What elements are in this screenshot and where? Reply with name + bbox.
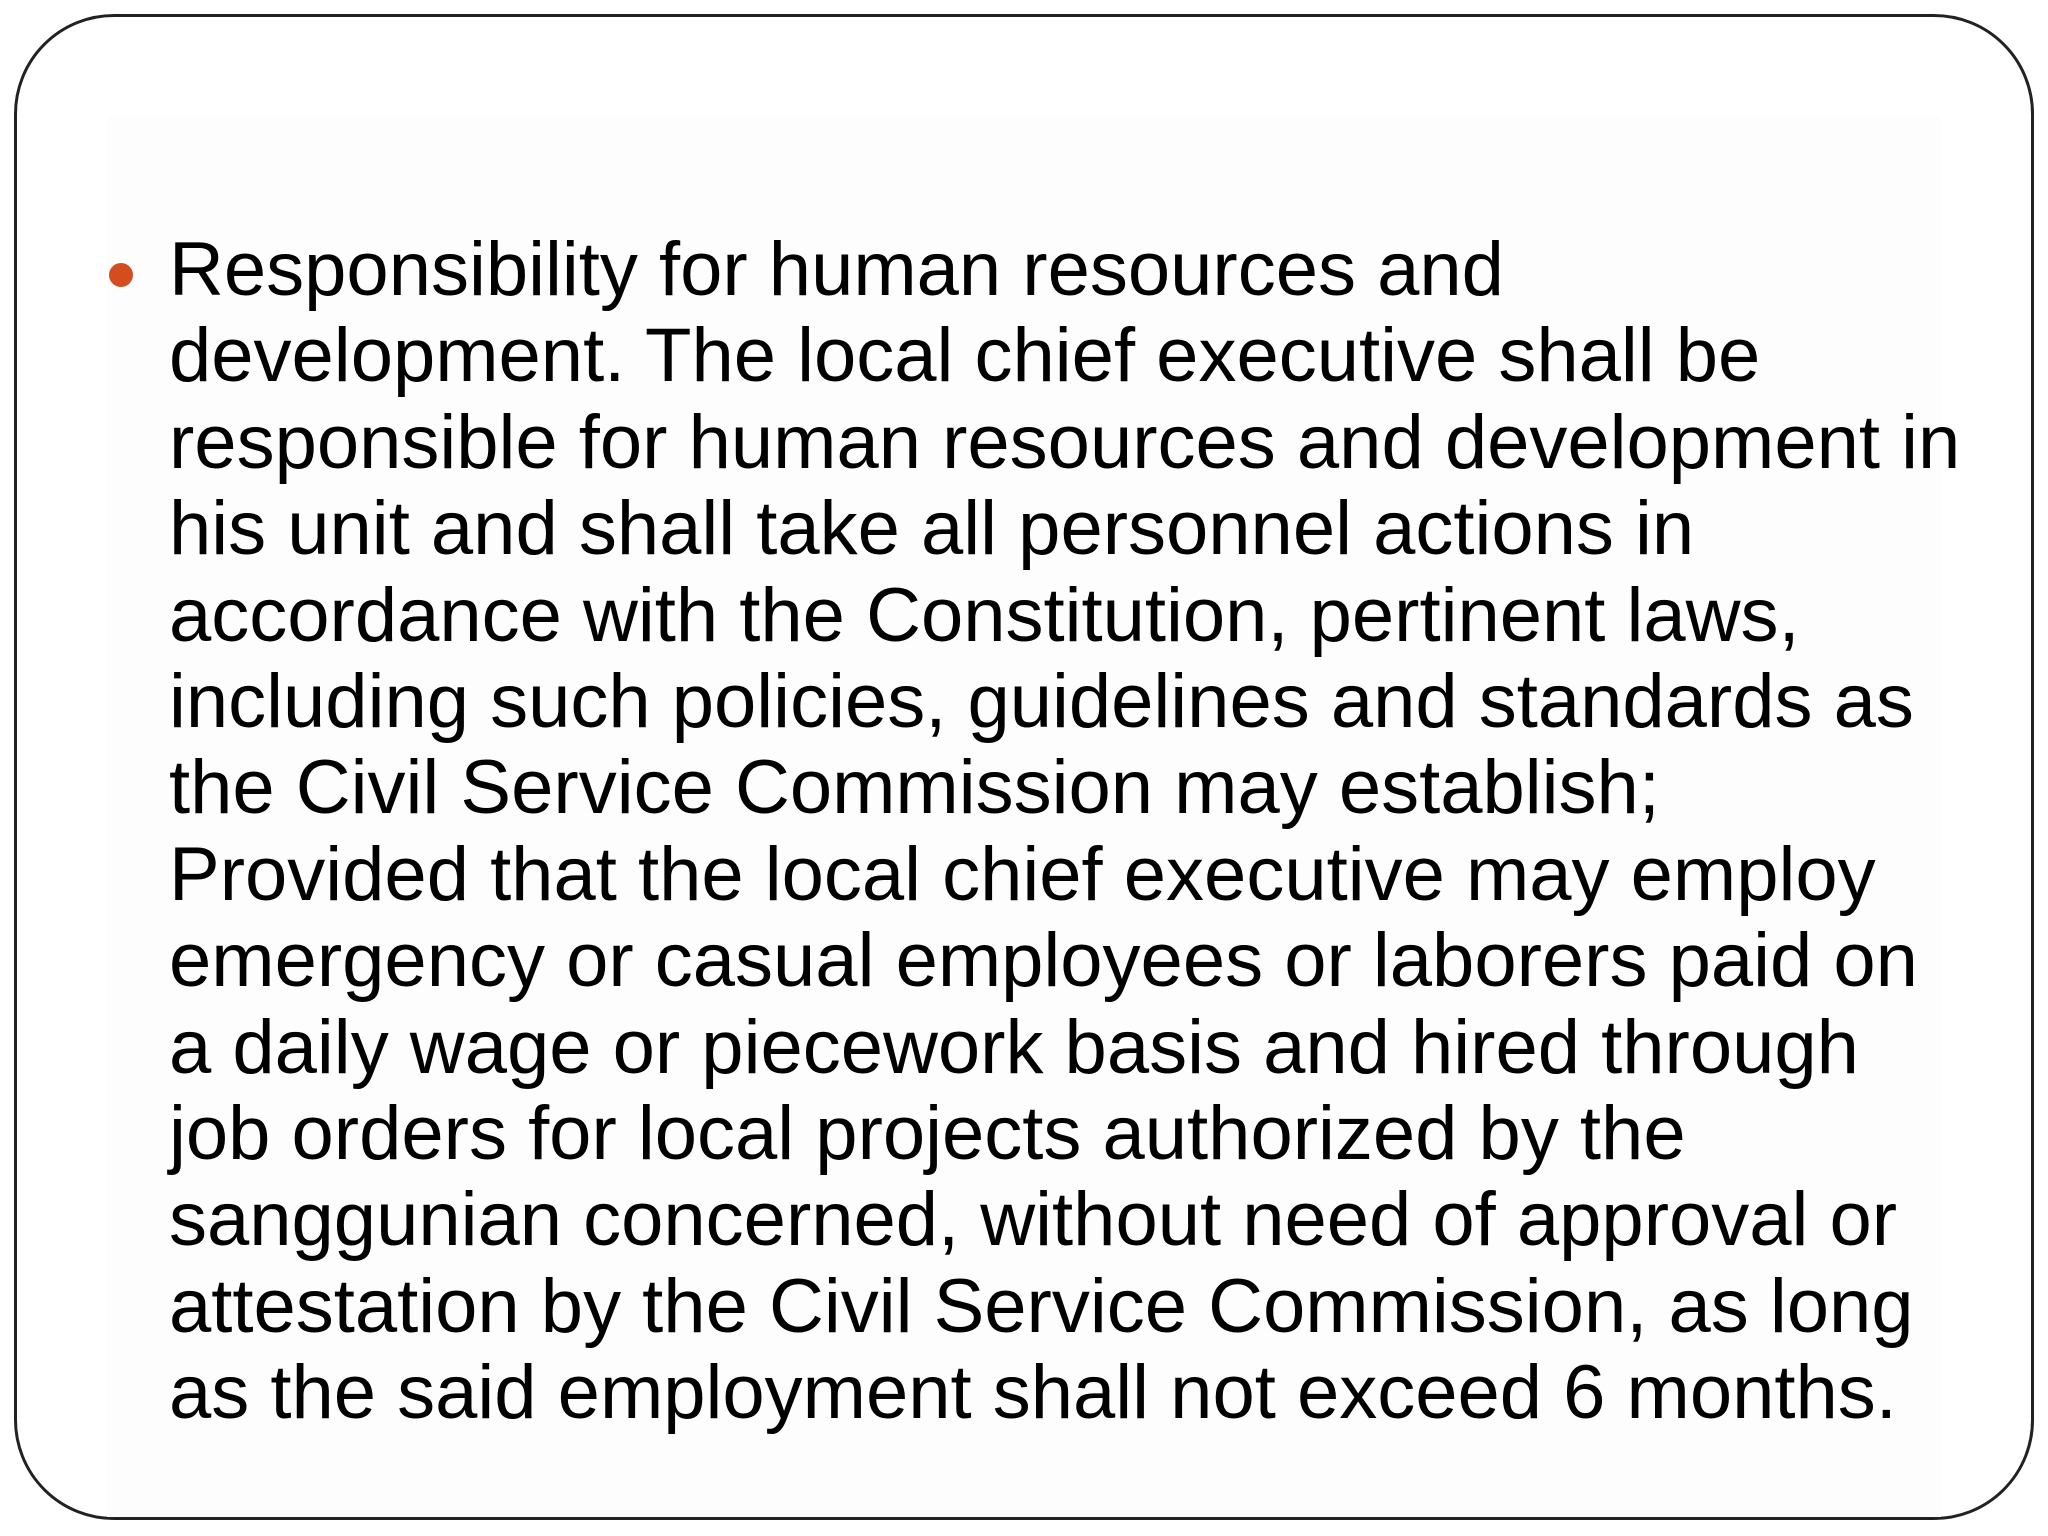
bullet-text: Responsibility for human resources and development. The local chief executive shall be responsible for human resources and development in his unit and shall take all personnel actions in accordance with the Constitution, pertinent laws, including such policies, guidelines and standards as the Civil Service Commission may establish; Provided that the local chief executive may employ emergency or casual employees or laborers paid on a daily wage or piecework basis and hired through job orders for local projects authorized by the sanggunian concerned, without need of approval or attestation by the Civil Service Commission, as long as the said employment shall not exceed 6 months. — [169, 227, 1961, 1436]
slide-content — [107, 117, 1961, 1517]
slide-frame — [14, 14, 2034, 1520]
bullet-dot-icon — [109, 263, 133, 287]
